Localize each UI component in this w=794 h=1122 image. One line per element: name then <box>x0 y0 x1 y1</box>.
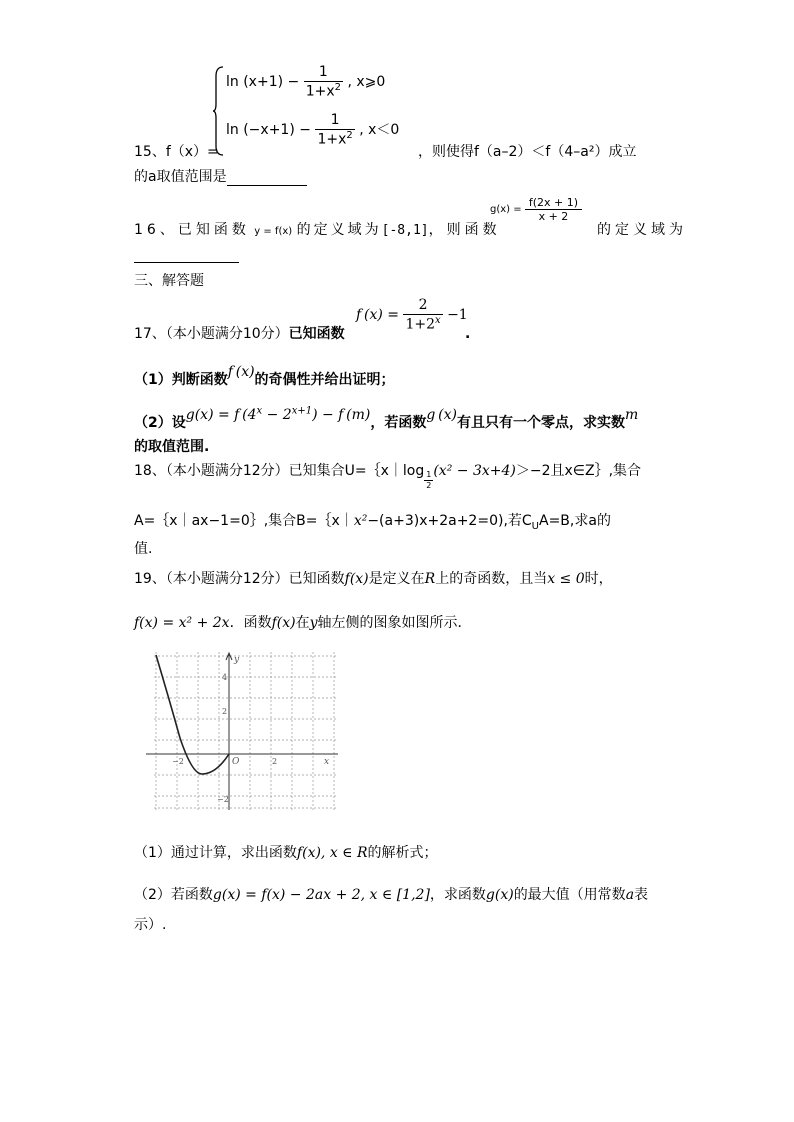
q19-cond: x ≤ 0 <box>547 571 585 587</box>
q17-f-den-base: 1+2 <box>405 316 435 333</box>
q19-tick-x2: 2 <box>272 757 278 766</box>
q17-formula <box>356 297 468 333</box>
q17-f-den-exp: x <box>434 314 441 326</box>
q17-prefix: 17、（本小题满分10分） <box>134 326 289 342</box>
q17-p2-g: g(x) = f (4 <box>185 407 257 423</box>
q19-line2-y: y <box>309 615 318 631</box>
q15-case2-frac <box>315 112 354 148</box>
q17-p2-m: m <box>624 407 639 423</box>
q19-mid2: 上的奇函数，且当 <box>435 571 548 587</box>
q16-func: y = f(x) <box>254 226 293 237</box>
q19-line2-mid2: 在 <box>295 615 310 631</box>
q17-p2-gx: g (x) <box>426 407 457 423</box>
q19-origin: O <box>232 757 240 767</box>
q17-f-frac <box>403 297 442 333</box>
q18-line2e: A=B,求a的 <box>539 513 611 529</box>
q15-case1-num: 1 <box>304 64 343 82</box>
q19-tick-y4: 4 <box>222 673 228 682</box>
q15-line2-text: 的a取值范围是 <box>134 169 227 185</box>
section-3-title: 三、解答题 <box>134 273 204 289</box>
q18-log-base <box>424 470 433 490</box>
q15-case2-expr: ln (−x+1) − <box>226 122 311 139</box>
q19-tick-y2: 2 <box>222 707 228 716</box>
q16-line1 <box>134 219 501 239</box>
q16-g-num: f(2x + 1) <box>525 196 582 210</box>
q15-case1-exp: 2 <box>334 81 342 93</box>
q19-mid1: 是定义在 <box>368 571 425 587</box>
q19-p2-tail2: 表 <box>634 887 649 903</box>
q17-p2-label: （2）设 <box>134 415 186 431</box>
q17-p2-exp2: x+1 <box>291 405 313 417</box>
q17-line1 <box>134 323 345 343</box>
q19-y-label: y <box>234 655 240 665</box>
q18-log-base-num: 1 <box>426 469 432 479</box>
q19-line2 <box>134 612 472 632</box>
q17-p1-func: f (x) <box>227 364 255 380</box>
q16-g-den: x + 2 <box>538 210 569 224</box>
q19-p2-line2: 示）. <box>134 917 167 933</box>
q17-f-tail: −1 <box>447 307 468 324</box>
q16-gx <box>490 196 582 223</box>
q15-case2-cond: , x＜0 <box>359 122 400 139</box>
q16-g-lhs: g(x) = <box>490 204 522 216</box>
q19-p2-a: a <box>625 887 635 903</box>
q19-graph <box>144 650 340 812</box>
q19-fx: f(x) <box>344 571 369 587</box>
q17-p2-exp1: x <box>256 405 263 417</box>
q17-p2-tail-expr: ) − f (m) <box>312 407 371 423</box>
q19-x-label: x <box>324 757 330 767</box>
q19-prefix: 19、（本小题满分12分）已知函数 <box>134 571 345 587</box>
q16-mid2: ，则函数 <box>428 222 501 238</box>
q18-line1 <box>134 460 642 490</box>
q18-line3: 值. <box>134 541 153 557</box>
q19-p1-tail: 的解析式； <box>367 845 438 861</box>
q18-tail1: ＞−2且x∈Z｝,集合 <box>515 463 642 479</box>
q19-p1-label: （1）通过计算，求出函数 <box>134 845 297 861</box>
q19-line2-fx: f(x) <box>271 615 296 631</box>
q19-p2-tail: 的最大值（用常数 <box>513 887 626 903</box>
q18-line2c: −(a+3)x+2a+2=0),若C <box>367 513 532 529</box>
q19-line2-tail: 轴左侧的图象如图所示． <box>317 615 472 631</box>
q16-domain: [-8,1] <box>381 223 429 238</box>
q17-p2-line2: 的取值范围. <box>134 439 210 455</box>
q15-line2 <box>134 166 307 186</box>
q19-grid <box>154 652 336 810</box>
q19-p2-gx: g(x) <box>485 887 514 903</box>
q15-case2-num: 1 <box>315 112 354 130</box>
q15-case2-den: 1+x <box>317 131 347 148</box>
q19-part1 <box>134 842 438 862</box>
q15-case2 <box>226 112 399 148</box>
q17-p2-tail: 有且只有一个零点，求实数 <box>456 415 625 431</box>
q17-part2 <box>134 405 639 432</box>
q18-log: log <box>402 463 425 479</box>
q17-f-num: 2 <box>403 297 442 315</box>
q19-line2-mid: ．函数 <box>229 615 272 631</box>
q17-end: . <box>465 326 471 342</box>
q19-part2 <box>134 884 648 904</box>
q17-p2-expr <box>186 407 371 423</box>
q18-line2 <box>134 510 611 532</box>
q15-case1-frac <box>304 64 343 100</box>
q18-line2b: x² <box>353 513 368 529</box>
q16-prefix: 16、已知函数 <box>134 222 250 238</box>
q15-case1-cond: , x⩾0 <box>347 74 386 91</box>
q16-answer-blank[interactable] <box>134 250 239 263</box>
q15-case1 <box>226 64 385 100</box>
q19-line2-expr: f(x) = x² + 2x <box>134 615 230 631</box>
q17-bold-text: 已知函数 <box>288 326 345 342</box>
q16-g-frac <box>525 196 582 223</box>
q19-line1 <box>134 568 613 588</box>
q18-line2d: U <box>531 520 539 532</box>
q17-p2-minus: − 2 <box>262 407 292 423</box>
q18-line2a: A=｛x｜ax−1=0｝,集合B=｛x｜ <box>134 513 354 529</box>
q19-p2-label: （2）若函数 <box>134 887 213 903</box>
q19-tick-xn2: −2 <box>172 757 184 766</box>
q19-tick-yn2: −2 <box>217 795 229 804</box>
q19-p2-expr: g(x) = f(x) − 2ax + 2, x ∈ [1,2] <box>212 887 430 903</box>
q16-mid1: 的定义域为 <box>296 222 382 238</box>
q15-case1-den: 1+x <box>305 83 335 100</box>
q19-curve <box>156 655 229 774</box>
q17-f-lhs: f (x) = <box>356 307 399 324</box>
q18-log-base-den: 2 <box>426 480 432 490</box>
q19-p2-mid: ，求函数 <box>429 887 486 903</box>
q17-p1-label: （1）判断函数 <box>134 372 228 388</box>
q17-p2-mid: ，若函数 <box>370 415 427 431</box>
q17-part1 <box>134 364 395 389</box>
q19-p1-expr: f(x), x ∈ R <box>296 845 368 861</box>
q18-prefix: 18、（本小题满分12分）已知集合U=｛x｜ <box>134 463 403 479</box>
q15-case1-expr: ln (x+1) − <box>226 74 300 91</box>
q15-suffix: ，则使得f（a–2）＜f（4–a²）成立 <box>418 144 637 160</box>
q16-suffix: 的定义域为 <box>597 222 687 238</box>
q19-R: R <box>424 571 436 587</box>
q17-p1-tail: 的奇偶性并给出证明； <box>254 372 395 388</box>
q19-mid3: 时， <box>584 571 613 587</box>
q18-log-arg: (x² − 3x+4) <box>433 463 516 479</box>
q15-case2-exp: 2 <box>346 129 353 141</box>
q15-answer-blank[interactable] <box>227 171 307 186</box>
q15-prefix: 15、f（x）= <box>134 144 219 160</box>
